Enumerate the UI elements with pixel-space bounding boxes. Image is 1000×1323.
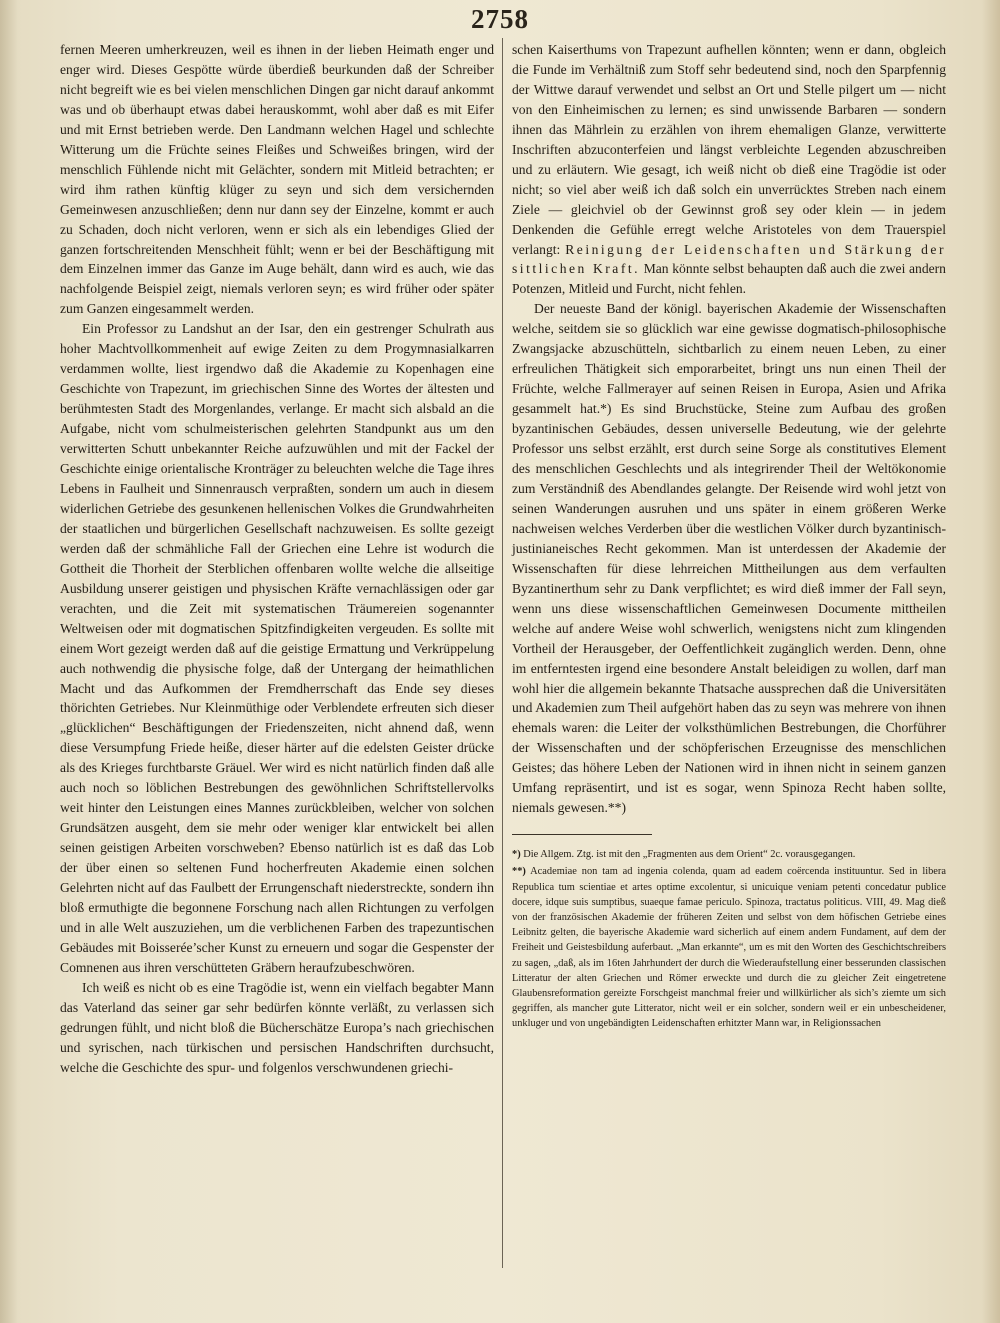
column-divider <box>502 38 503 1268</box>
left-paragraph-3: Ich weiß es nicht ob es eine Tragödie ist, wenn ein vielfach begabter Mann das Vaterland das seiner gar sehr bedürfen könnte verläßt, zu verlassen sich gedrungen fühlt, und nicht bloß die Bücherschätze Europa’s nach griechischen und syrischen, nach türkischen und persischen Handschriften durchsucht, welche die Geschichte des spur- und folgenlos verschwundenen griechi- <box>60 979 494 1075</box>
footnote-1-text: Die Allgem. Ztg. ist mit den „Fragmenten aus dem Orient“ 2c. vorausgegangen. <box>523 849 856 861</box>
page-edge-shadow-right <box>982 0 1000 1323</box>
left-paragraph-1: fernen Meeren umherkreuzen, weil es ihnen in der lieben Heimath enger und enger wird. Dieses Gespötte würde überdieß beurkunden daß der Schreiber nicht begreift wie es bei vielen menschlichen Dingen gar nicht darauf ankommt was und ob überhaupt etwas dabei herauskommt, wohl aber daß es mit Eifer und mit Ernst betrieben werde. Den Landmann welchen Hagel und schlechte Witterung um die Früchte seines Fleißes und Schweißes bringen, wird der menschlich Fühlende nicht mit Gelächter, sondern mit Mitleid betrachten; er wird ihm rathen künftig klüger zu seyn und sich dem versichernden Gemeinwesen anzuschließen; denn nur dann sey der Einzelne, kommt er auch zu Schaden, doch nicht verloren, wenn er sich als ein lebendiges Glied der ganzen fortschreitenden Menschheit fühlt; wenn er bei der Beschäftigung mit dem Einzelnen immer das Ganze im Auge behält, dann wird es auch, wie das nachfolgende Beispiel zeigt, niemals verloren seyn; es wird früher oder später zum Ganzen eingesammelt werden. <box>60 42 494 317</box>
right-paragraph-2: Der neueste Band der königl. bayerischen Akademie der Wissenschaften welche, seitdem sie so glücklich war eine gewisse dogmatisch-philosophische Zwangsjacke abzuschütteln, sichtbarlich zu einem neuen Leben, zu einer erfreulichen Thätigkeit sich emporarbeitet, bringt uns nun einen Theil der Früchte, welche Fallmerayer auf seinen Reisen in Europa, Asien und Afrika gesammelt hat.*) Es sind Bruchstücke, Steine zum Aufbau des großen byzantinischen Gebäudes, dessen universelle Bedeutung, wie der gelehrte Professor uns selbst erzählt, erst durch seine Sorge als constitutives Element des menschlichen Geschlechts und als integrirender Theil der Weltökonomie zum Verständniß des Abendlandes gelangte. Der Reisende wird wohl jetzt von seinen Wanderungen ausruhen und uns später in einem größeren Werke nachweisen welches Verderben über die westlichen Völker durch byzantinisch-justinianeisches Recht gekommen. Man ist unterdessen der Akademie der Wissenschaften für diese lehrreichen Mittheilungen aus dem verfaulten Byzantinerthum sehr zu Dank verpflichtet; es wird dieß immer der Fall seyn, wenn uns diese wissenschaftlichen Gemeinwesen Documente mittheilen welche auf andere Weise wohl schwerlich, wenigstens nicht zum klingenden Vortheil der Herausgeber, der Oeffentlichkeit zugänglich werden. Denn, ohne im entferntesten irgend eine besondere Anstalt beleidigen zu wollen, darf man wohl hier die allgemein bekannte Thatsache aussprechen daß die Universitäten und Akademien zum Theil aufgehört haben das zu seyn was mehrere von ihnen ehemals waren: die Leiter der volksthümlichen Bestrebungen, die Chorführer der Wissenschaften und der schöpferischen Erzeugnisse des menschlichen Geistes; das höhere Leben der Nationen wird in ihnen nicht in seinem ganzen Umfang repräsentirt, und ist es sogar, wenn Spinoza Recht haben sollte, niemals gewesen.**) <box>512 301 946 816</box>
right-paragraph-1-tail: Man könnte selbst behaupten daß auch die zwei andern Potenzen, Mitleid und Furcht, nicht fehlen. <box>512 261 946 297</box>
left-paragraph-2: Ein Professor zu Landshut an der Isar, den ein gestrenger Schulrath aus hoher Machtvollkommenheit auf ewige Zeiten zu dem Progymnasialkarren verdammen wollte, liest irgendwo daß die Akademie zu Kopenhagen eine Geschichte von Trapezunt, im griechischen Sinne des Wortes der ältesten und berühmtesten Stadt des Morgenlandes, verlange. Er macht sich alsbald an die Aufgabe, nicht vom schulmeisterischen gelehrten Standpunkt aus um den verwitterten Schutt unbekannter Reiche aufzuwühlen und mit der Fackel der Geschichte einige orientalische Kronträger zu beleuchten welche die Tage ihres Lebens in Faulheit und Sinnenrausch verpraßten, sondern um auch in diesem widerlichen Getriebe des gesunkenen hellenischen Volkes die Grundwahrheiten der staatlichen und bürgerlichen Gesellschaft nachzuweisen. Es sollte gezeigt werden daß der schmähliche Fall der Griechen eine Lehre ist wodurch die Gottheit die Thorheit der Sterblichen offenbaren wollte welche die allseitige Ausbildung unserer geistigen und physischen Kräfte vernachlässigen oder gar verachten, und die Zeit mit systematischen Träumereien sogenannter Weltweisen oder mit dogmatischen Spitzfindigkeiten vergeuden. Es sollte mit einem Wort gezeigt werden daß auf die geistige Ermattung und Verkrüppelung auch nothwendig die physische folge, daß der Untergang der heimathlichen Macht und das Aufkommen der Fremdherrschaft das Ende sey dieses thörichten Getriebes. Nur Kleinmüthige oder Verblendete erfreuten sich dieser „glücklichen“ Beschäftigungen der Friedenszeiten, nicht ahnend daß, wenn diese Versumpfung Friede heiße, dieser härter auf die edelsten Geister drücke als des Krieges furchtbarste Gräuel. Wer wird es nicht natürlich finden daß alle auch noch so löblichen Bestrebungen des gewöhnlichen Schriftstellervolks weit hinter den Leistungen eines Mannes zurückbleiben, welcher von solchen Grundsätzen ausgeht, dem sie mehr oder weniger klar entwickelt bei allen seinen geistigen Arbeiten vorschweben? Ebenso natürlich ist es daß das Lob der über einen so seltenen Fund hocherfreuten Akademie einen solchen Gelehrten nicht auf das Faulbett der Errungenschaft niederstreckte, sondern ihn bloß ermuthigte die begonnene Forschung nach allen Richtungen zu verfolgen und in alle Welt auszuziehen, um die verblichenen Farben des trapezuntischen Gebäudes mit Boisserée’scher Kunst zu erneuern und sogar die Gespenster der Comnenen aus ihren verschütteten Gräbern heraufzubeschwören. <box>60 321 494 975</box>
page-number: 2758 <box>471 4 529 34</box>
footnotes <box>512 847 946 1031</box>
right-column <box>512 40 946 1034</box>
footnote-2-text: Academiae non tam ad ingenia colenda, quam ad eadem coërcenda instituuntur. Sed in libera Republica tum scientiae et artes optime excolentur, si unicuique veniam petenti concedatur publice docere, idque suis sumptibus, suaeque famae periculo. Spinoza, tractatus politicus. VIII, 49. Mag dieß von der französischen Akademie der früheren Zeiten und selbst von dem höfischen Getriebe eines Leibnitz gelten, die bayerische Akademie ward sicherlich auf einem andern Fundament, auf dem der Freiheit und Geistesbildung auferbaut. „Man erkannte“, um es mit den Worten des Geschichtschreibers zu sagen, „daß, als im 16ten Jahrhundert der durch die Wiederaufstellung einer besserunden classischen Litteratur der alten Griechen und Römer erweckte und durch die zu gleicher Zeit eingetretene Glaubensreformation gereizte Forschgeist manchmal freier und willkürlicher als sich’s ziemte um sich gegriffen, als mancher gute Litterator, nicht weil er ein solcher, sondern weil er ein unbescheidener, unkluger und von ungebändigten Leidenschaften erhitzter Mann war, in Religionssachen <box>512 866 946 1030</box>
footnote-2 <box>512 864 946 1031</box>
page-edge-shadow-left <box>0 0 18 1323</box>
footnote-2-marker: **) <box>512 866 526 878</box>
footnote-1-marker: *) <box>512 849 521 861</box>
aristotle-emphasis: Reinigung der Leidenschaften und Stärkung der sittlichen Kraft. <box>512 241 946 277</box>
footnote-1 <box>512 847 946 862</box>
right-paragraph-1 <box>512 40 946 299</box>
left-column <box>60 40 494 1078</box>
footnote-divider <box>512 834 652 835</box>
right-paragraph-1-text: schen Kaiserthums von Trapezunt aufhellen könnten; wenn er dann, obgleich die Funde im Verhältniß zum Stoff sehr bedeutend sind, noch den Sparpfennig der Wittwe darauf verwendet und selbst an Ort und Stelle pilgert um — nicht von den Einheimischen zu lernen; es sind unwissende Barbaren — sondern ihnen das Mährlein zu erzählen von ihrem ehemaligen Glanze, verwitterte Inschriften abzuconterfeien und längst verbleichte Legenden abzuschreiben und zu erläutern. Wie gesagt, ich weiß nicht ob dieß eine Tragödie ist oder nicht; so viel aber weiß ich daß solch ein unverrücktes Streben nach einem Ziele — gleichviel ob der Gewinnst groß sey oder klein — in jedem Denkenden die Gefühle erregt welche Aristoteles von dem Trauerspiel verlangt: <box>512 42 946 257</box>
